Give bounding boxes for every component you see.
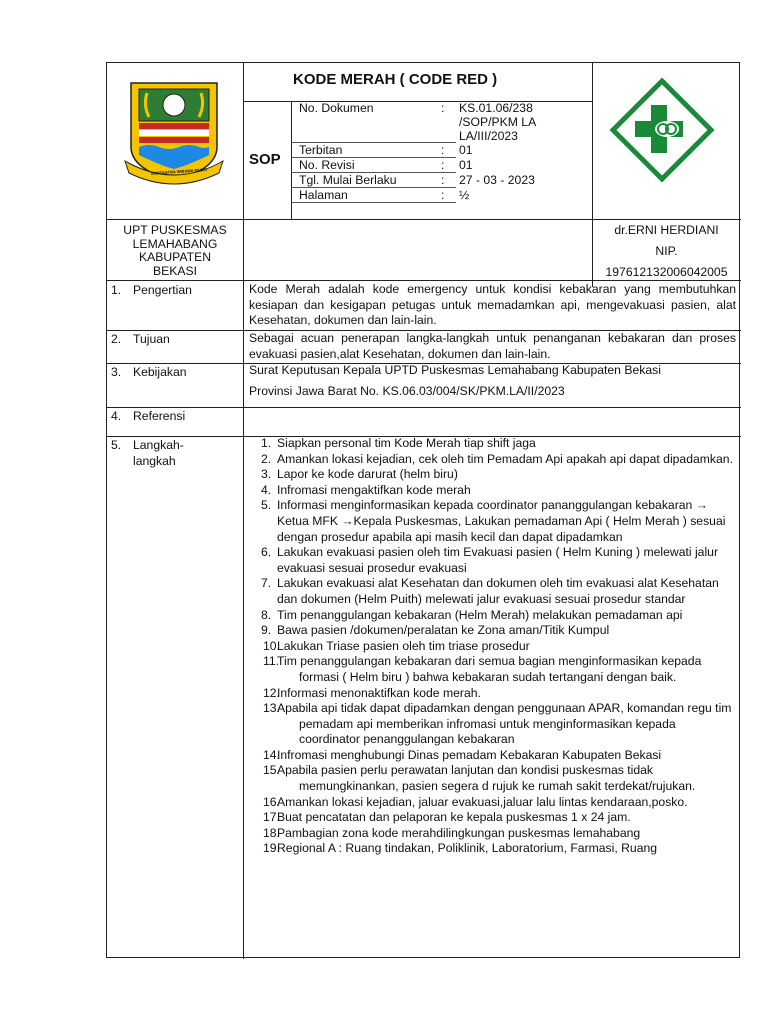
section-text-pengertian: Kode Merah adalah kode emergency untuk kondisi kebakaran yang membutuhkan kesiapan dan kesigapan petugas untuk memadamkan api, mengevakuasi pasien, alat Kesehatan, dokumen dan lain-lain.	[249, 282, 736, 328]
step-number: 2.	[261, 451, 272, 466]
meta-label-no-revisi: No. Revisi	[299, 158, 355, 172]
step-text: Tim penanggulangan kebakaran dari semua bagian menginformasikan kepada formasi ( Helm biru ) bahwa kebakaran sudah tertangani dengan baik.	[277, 654, 702, 684]
meta-value-no-dokumen-line3: LA/III/2023	[459, 129, 518, 143]
step-number: 10.	[263, 638, 280, 653]
org-name-line: LEMAHABANG	[132, 236, 218, 251]
step-number: 3.	[261, 467, 272, 482]
step-text: Buat pencatatan dan pelaporan ke kepala puskesmas 1 x 24 jam.	[277, 810, 631, 825]
meta-label-terbitan: Terbitan	[299, 143, 343, 157]
step-item	[247, 701, 737, 748]
meta-value-no-revisi: 01	[459, 158, 473, 172]
grid-line	[107, 407, 741, 408]
step-number: 15.	[263, 763, 280, 778]
section-text-kebijakan-line2: Provinsi Jawa Barat No. KS.06.03/004/SK/PKM.LA/II/2023	[249, 384, 565, 398]
step-item	[247, 686, 737, 702]
step-item	[247, 826, 737, 842]
puskesmas-cross-icon	[609, 77, 715, 183]
step-text: Informasi menginformasikan kepada coordinator pananggulangan kebakaran → Ketua MFK →Kepala Puskesmas, Lakukan pemadaman Api ( Helm Merah ) sesuai dengan prosedur apabila api masih kecil dan dapat dipadamkan	[277, 498, 726, 544]
section-label-kebijakan: Kebijakan	[133, 365, 187, 379]
meta-label-tgl-mulai: Tgl. Mulai Berlaku	[299, 173, 397, 187]
meta-rule	[291, 142, 456, 143]
meta-separator: :	[441, 173, 445, 187]
step-text: Bawa pasien /dokumen/peralatan ke Zona aman/Titik Kumpul	[277, 623, 610, 638]
org-name	[107, 224, 243, 278]
section-label-referensi: Referensi	[133, 409, 186, 423]
section-label-langkah	[133, 438, 184, 469]
step-number: 17.	[263, 810, 280, 825]
step-text: Apabila pasien perlu perawatan lanjutan dan kondisi puskesmas tidak memungkinankan, pasien segera d rujuk ke rumah sakit terdekat/rujukan.	[277, 763, 696, 794]
step-text: Lakukan evakuasi alat Kesehatan dan dokumen oleh tim evakuasi alat Kesehatan dan dokumen (Helm Puith) melewati jalur evakuasi sesuai prosedur standar	[277, 576, 719, 606]
step-number: 16.	[263, 794, 280, 809]
org-name-line: BEKASI	[152, 263, 198, 278]
org-name-line: KABUPATEN	[138, 250, 211, 264]
step-text: Lakukan evakuasi pasien oleh tim Evakuasi pasien ( Helm Kuning ) melewati jalur evakuasi sesuai prosedur evakuasi	[277, 545, 719, 575]
step-text: Informasi menonaktifkan kode merah.	[277, 685, 481, 700]
regency-motto: SWATANTRA WIBAWA MUKTI	[150, 167, 208, 176]
step-number: 6.	[261, 545, 272, 560]
signatory-name: dr.ERNI HERDIANI	[614, 223, 719, 237]
section-label-tujuan: Tujuan	[133, 332, 170, 346]
step-text: Infromasi mengaktifkan kode merah	[277, 482, 471, 497]
section-text-tujuan: Sebagai acuan penerapan langka-langkah untuk penanganan kebakaran dan proses evakuasi pasien,alat Kesehatan, dokumen dan lain-lain.	[249, 331, 736, 361]
step-item	[247, 795, 737, 811]
section-number: 1.	[111, 283, 122, 297]
step-text: Pambagian zona kode merahdilingkungan puskesmas lemahabang	[277, 825, 641, 840]
step-number: 9.	[261, 623, 272, 638]
grid-line	[243, 101, 592, 102]
meta-value-no-dokumen-line1: KS.01.06/238	[459, 101, 533, 115]
section-number: 2.	[111, 332, 122, 346]
step-item	[247, 576, 737, 607]
section-label-line: langkah	[133, 453, 176, 468]
meta-rule	[291, 187, 456, 188]
meta-value-no-dokumen-line2: /SOP/PKM LA	[459, 115, 537, 129]
meta-rule	[291, 172, 456, 173]
step-text: Amankan lokasi kejadian, cek oleh tim Pemadam Api apakah api dapat dipadamkan.	[277, 451, 733, 466]
step-item	[247, 452, 737, 468]
page-title: KODE MERAH ( CODE RED )	[293, 71, 498, 88]
meta-label-halaman: Halaman	[299, 188, 348, 202]
meta-separator: :	[441, 143, 445, 157]
meta-separator: :	[441, 188, 445, 202]
step-item	[247, 763, 737, 794]
org-name-line: UPT PUSKESMAS	[123, 223, 227, 237]
grid-line	[243, 63, 244, 959]
sop-document	[106, 62, 740, 958]
section-number: 5.	[111, 438, 122, 452]
section-number: 4.	[111, 409, 122, 423]
step-item	[247, 483, 737, 499]
meta-rule	[291, 157, 456, 158]
signatory-block	[592, 220, 741, 283]
step-item	[247, 608, 737, 624]
meta-value-halaman: ½	[459, 188, 470, 202]
sop-label: SOP	[249, 151, 281, 168]
step-number: 12.	[263, 685, 280, 700]
step-text: Amankan lokasi kejadian, jaluar evakuasi,jaluar lalu lintas kendaraan,posko.	[277, 794, 688, 809]
meta-rule	[291, 202, 456, 203]
section-text-kebijakan-line1: Surat Keputusan Kepala UPTD Puskesmas Lemahabang Kabupaten Bekasi	[249, 363, 661, 377]
regency-logo	[119, 77, 229, 189]
step-number: 1.	[261, 436, 272, 450]
step-number: 11.	[263, 654, 280, 669]
step-text: Lapor ke kode darurat (helm biru)	[277, 467, 458, 482]
step-number: 18.	[263, 825, 280, 840]
signatory-nip-label: NIP.	[655, 244, 678, 258]
step-item	[247, 654, 737, 685]
step-item	[247, 810, 737, 826]
step-number: 8.	[261, 607, 272, 622]
meta-separator: :	[441, 101, 445, 115]
step-number: 13.	[263, 701, 280, 716]
step-text: Siapkan personal tim Kode Merah tiap shift jaga	[277, 436, 536, 450]
step-number: 14.	[263, 747, 280, 762]
step-item	[247, 623, 737, 639]
section-number: 3.	[111, 365, 122, 379]
section-label-pengertian: Pengertian	[133, 283, 192, 297]
step-item	[247, 467, 737, 483]
steps-list	[247, 436, 737, 857]
step-number: 4.	[261, 482, 272, 497]
step-text: Regional A : Ruang tindakan, Poliklinik, Laboratorium, Farmasi, Ruang	[277, 841, 658, 856]
section-label-line: Langkah-	[133, 438, 184, 452]
meta-separator: :	[441, 158, 445, 172]
meta-value-tgl-mulai: 27 - 03 - 2023	[459, 173, 535, 187]
signatory-nip: 197612132006042005	[605, 265, 728, 279]
puskesmas-logo	[609, 77, 715, 183]
meta-value-terbitan: 01	[459, 143, 473, 157]
step-item	[247, 545, 737, 576]
step-item	[247, 498, 737, 545]
step-text: Infromasi menghubungi Dinas pemadam Kebakaran Kabupaten Bekasi	[277, 747, 662, 762]
step-number: 5.	[261, 498, 272, 513]
step-number: 19.	[263, 841, 280, 856]
step-item	[247, 748, 737, 764]
step-number: 7.	[261, 576, 272, 591]
meta-label-no-dokumen: No. Dokumen	[299, 101, 374, 115]
step-text: Tim penanggulangan kebakaran (Helm Merah) melakukan pemadaman api	[277, 607, 683, 622]
step-text: Apabila api tidak dapat dipadamkan dengan penggunaan APAR, komandan regu tim pemadam api memberikan infromasi untuk menginformasikan kepada coordinator penanggulangan kebakaran	[277, 701, 732, 747]
step-item	[247, 639, 737, 655]
step-item	[247, 436, 737, 452]
step-item	[247, 841, 737, 857]
step-text: Lakukan Triase pasien oleh tim triase prosedur	[277, 638, 530, 653]
